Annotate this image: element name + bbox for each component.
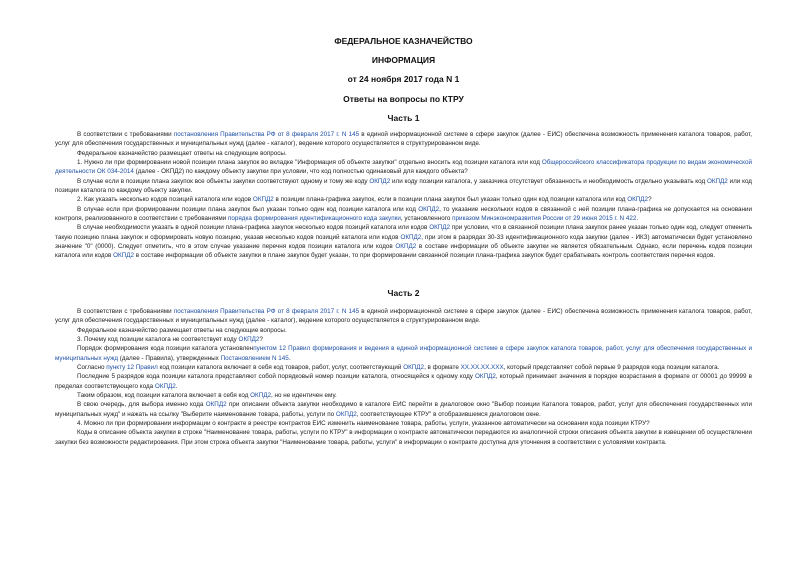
answer-3d: Таким образом, код позиции каталога включает в себя код ОКПД2, но не идентичен ему. [77,392,337,400]
answer-4: Коды в описание объекта закупки в строке "Наименование товара, работы, услуги по КТРУ" в информации о контракте автоматически передаются из аналогичной строки описания объекта закупки в извещении об осуществлении закупки без возможности редактирования. При этом строка объекта закупки "Наименование товара, работы, услуги" в информации о контракте доступна для уточнения в соответствии с условиями контракта. [55,429,752,446]
answers-note: Федеральное казначейство размещает ответы на следующие вопросы. [77,149,287,157]
answer-3b: Согласно пункту 12 Правил код позиции каталога включает в себя код товаров, работ, услуг, соответствующий ОКПД2, в формате XX.XX.XX.XXX, который представляет собой первые 9 разрядов кода позиции каталога. [77,364,720,372]
resolution-145-link[interactable]: постановления Правительства РФ от 8 февраля 2017 г. N 145 [173,131,360,138]
rules-clause-12-link[interactable]: пунктом 12 Правил формирования и ведения в единой информационной системе в сфере закупок каталога товаров, работ, услуг для обеспечения государственных и муниципальных нужд [55,345,753,362]
question-4: 4. Можно ли при формировании информации о контракте в реестре контрактов ЕИС изменить наименование товара, работы, услуги, указанное автоматически на основании кода позиции КТРУ? [77,420,650,428]
okpd2-link[interactable]: ОКПД2 [335,410,357,418]
document-type: ИНФОРМАЦИЯ [371,55,436,65]
okpd2-link[interactable]: ОКПД2 [429,224,451,232]
okpd2-link[interactable]: ОКПД2 [475,373,496,381]
answer-2b: В случае необходимости указать в одной позиции плана-графика закупок несколько кодов позиций каталога или кодов ОКПД2 при условии, что в связанной позиции плана закупок ранее указан только один код, следует отменить такую позицию плана закупок и сформировать новую позицию, указав несколько кодов позиций каталога или кодов ОКПД2, при этом в разрядах 30-33 идентификационного кода закупки (далее - ИКЗ) автоматически будет установлено значение "0" (0000). Следует отметить, что в этом случае указание перечня кодов позиции каталога или кодов ОКПД2 в составе информации об объекте закупки не является обязательным. Однако, если перечень кодов позиции каталога или кодов ОКПД2 в составе информации об объекте закупки в плане закупок будет указан, то при формировании связанной позиции плана-графика закупок будет срабатывать контроль соответствия перечня кодов. [55,224,752,260]
question-1: 1. Нужно ли при формировании новой позиции плана закупок во вкладке "Информация об объекте закупки" отдельно вносить код позиции каталога или код Общероссийского классификатора продукции по видам экономической деятельности ОК 034-2014 (далее - ОКПД2) по каждому объекту закупки при условии, что код полностью одинаковый для каждого объекта? [55,159,753,176]
okpd2-link[interactable]: ОКПД2 [205,401,227,409]
rules-clause-12-link[interactable]: пункту 12 Правил [106,364,158,372]
part2-intro-paragraph: В соответствии с требованиями постановления Правительства РФ от 8 февраля 2017 г. N 145 в единой информационной системе в сфере закупок (далее - ЕИС) обеспечена возможность применения каталога товаров, работ, услуг для обеспечения государственных и муниципальных нужд (далее - каталог), ведение которого осуществляется в структурированном виде. [55,308,753,325]
part2-body [55,307,752,447]
answer-3c: Последние 5 разрядов кода позиции каталога представляют собой порядковый номер позиции каталога, относящейся к одному коду ОКПД2, который принимает значения в порядке возрастания в формате от 00001 до 99999 в пределах соответствующего кода ОКПД2. [55,373,752,390]
answer-2a: В случае если при формировании позиции плана закупок был указан только один код позиции каталога или код ОКПД2, то указание нескольких кодов в связанной с ней позиции плана-графика не допускается на основании контроля, реализованного в соответствии с требованиями порядка формирования идентификационного кода закупки, установленного приказом Минэкономразвития России от 29 июня 2015 г. N 422. [55,205,753,223]
ikz-procedure-link[interactable]: порядка формирования идентификационного кода закупки [228,215,401,223]
question-3: 3. Почему код позиции каталога не соответствует коду ОКПД2? [77,336,263,344]
okpd2-link[interactable]: ОКПД2 [238,336,260,344]
okpd2-link[interactable]: ОКПД2 [113,252,135,260]
resolution-145-link[interactable]: постановления Правительства РФ от 8 февраля 2017 г. N 145 [173,308,360,315]
okpd2-link[interactable]: ОКПД2 [395,243,417,251]
okpd2-link[interactable]: ОКПД2 [369,177,391,185]
answer-3a: Порядок формирования кода позиции каталога установленпунктом 12 Правил формирования и ведения в единой информационной системе в сфере закупок каталога товаров, работ, услуг для обеспечения государственных и муниципальных нужд (далее - Правила), утвержденных Постановлением N 145. [55,345,753,362]
answer-1: В случае если в позиции плана закупок все объекты закупки соответствуют одному и тому же коду ОКПД2 или коду позиции каталога, у заказчика отсутствует обязанность и необходимость отдельно указывать код ОКПД2 или код позиции каталога по каждому объекту закупки. [55,177,752,195]
okpd2-link[interactable]: ОКПД2 [154,382,176,390]
okpd2-link[interactable]: ОКПД2 [250,392,271,400]
okpd2-link[interactable]: ОКПД2 [400,233,422,241]
okpd2-link[interactable]: ОКПД2 [627,196,649,204]
resolution-145-link[interactable]: Постановлением N 145 [220,354,289,362]
part2-heading: Часть 2 [387,288,420,298]
part1-heading: Часть 1 [387,113,420,123]
part1-body [55,130,752,261]
document-date: от 24 ноября 2017 года N 1 [347,74,460,84]
document-title: Ответы на вопросы по КТРУ [343,94,464,104]
okpd2-link[interactable]: ОКПД2 [706,177,728,185]
org-name: ФЕДЕРАЛЬНОЕ КАЗНАЧЕЙСТВО [334,36,473,46]
answers-note: Федеральное казначейство размещает ответы на следующие вопросы. [77,326,287,334]
okpd2-link[interactable]: ОКПД2 [403,364,425,372]
part1-intro-paragraph: В соответствии с требованиями постановления Правительства РФ от 8 февраля 2017 г. N 145 в единой информационной системе в сфере закупок (далее - ЕИС) обеспечена возможность применения каталога товаров, работ, услуг для обеспечения государственных и муниципальных нужд (далее - каталог), ведение которого осуществляется в структурированном виде. [55,131,753,148]
okpd2-link[interactable]: ОКПД2 [252,196,274,204]
okpd2-link[interactable]: ОКПД2 [418,205,440,213]
okpd2-classifier-link[interactable]: Общероссийского классификатора продукции по видам экономической деятельности ОК 034-2014 [55,159,753,176]
order-422-link[interactable]: приказом Минэкономразвития России от 29 июня 2015 г. N 422 [452,215,637,223]
code-format: XX.XX.XX.XXX [460,364,504,372]
question-2: 2. Как указать несколько кодов позиций каталога или кодов ОКПД2 в позиции плана-графика закупок, если в позиции плана закупок был указан только один код позиции каталога или код ОКПД2? [77,196,652,204]
answer-3e: В свою очередь, для выбора именно кода ОКПД2 при описании объекта закупки необходимо в каталоге ЕИС перейти в диалоговое окно "Выбор позиции Каталога товаров, работ, услуг для обеспечения государственных или муниципальных нужд" и нажать на ссылку "Выберите наименование товара, работы, услуги по ОКПД2, соответствующее КТРУ" в отобразившемся диалоговом окне. [55,401,752,418]
